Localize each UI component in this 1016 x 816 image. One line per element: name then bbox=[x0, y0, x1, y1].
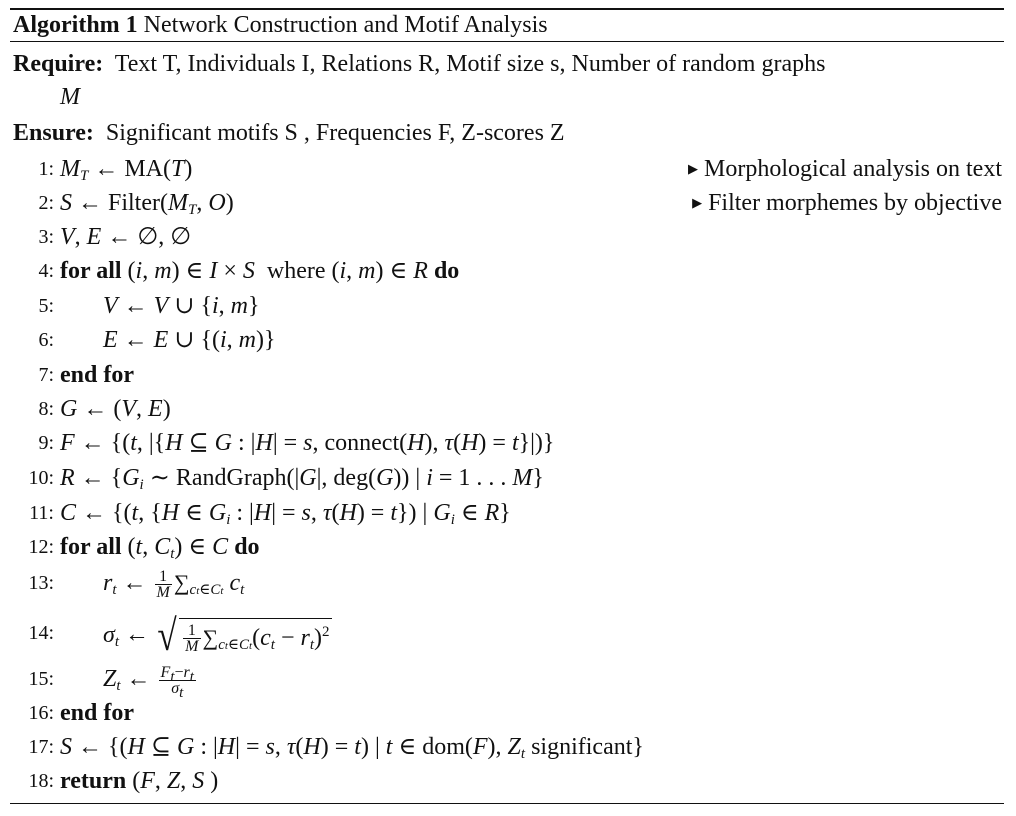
caption-rule bbox=[10, 41, 1004, 42]
line-code: R ← {$G_i$ ∼ RandGraph(|G|, deg(G)) | i = 1 . . . M} bbox=[60, 465, 544, 493]
algorithm-line-12 bbox=[10, 530, 1004, 564]
line-code: $M_T$ ← MA(T) bbox=[60, 156, 193, 184]
algorithm-line-15 bbox=[10, 662, 1004, 701]
line-code: for all (i, m) ∈ I × S where (i, m) ∈ R do bbox=[60, 258, 460, 284]
algorithm-line-3 bbox=[10, 220, 1004, 254]
line-code: S ← $Filter(M_T$, O) bbox=[60, 190, 234, 218]
algorithm-line-10 bbox=[10, 461, 1004, 495]
algorithm-title: Network Construction and Motif Analysis bbox=[143, 12, 548, 38]
line-code: G ← (V, E) bbox=[60, 396, 171, 422]
line-code: F ← {(t, |{H ⊆ G : |H| = s, connect(H), τ(H) = t}|)} bbox=[60, 430, 555, 456]
line-number: 2: bbox=[38, 192, 54, 214]
algorithm-line-11 bbox=[10, 496, 1004, 530]
line-code: S ← {(H ⊆ G : |H| = s, τ(H) = t) | t ∈ dom(F), $Z_t$ significant} bbox=[60, 734, 644, 762]
comment-triangle-icon: ▶ bbox=[688, 161, 699, 176]
line-number: 16: bbox=[28, 702, 54, 724]
line-code: end for bbox=[60, 362, 134, 388]
algorithm-line-13 bbox=[10, 566, 1004, 600]
line-code: V, E ← ∅, ∅ bbox=[60, 224, 192, 250]
ensure-text: Significant motifs S , Frequencies F, Z-scores Z bbox=[105, 120, 565, 146]
line-comment: ▶ Morphological analysis on text bbox=[688, 156, 1002, 182]
algorithm-line-2 bbox=[10, 186, 1004, 220]
require-text: Text T, Individuals I, Relations R, Motif size s, Number of random graphs bbox=[114, 51, 826, 77]
comment-triangle-icon: ▶ bbox=[692, 195, 703, 210]
algorithm-line-1 bbox=[10, 152, 1004, 186]
line-number: 17: bbox=[28, 736, 54, 758]
require-line bbox=[13, 48, 1003, 114]
line-number: 8: bbox=[38, 398, 54, 420]
line-code: return (F, Z, S ) bbox=[60, 768, 219, 794]
line-number: 5: bbox=[38, 295, 54, 317]
line-number: 7: bbox=[38, 364, 54, 386]
line-code: E ← E ∪ {(i, m)} bbox=[103, 327, 276, 353]
ensure-label: Ensure: bbox=[13, 120, 94, 146]
ensure-line bbox=[13, 117, 565, 150]
algorithm-line-18 bbox=[10, 764, 1004, 798]
line-number: 15: bbox=[28, 668, 54, 690]
algorithm-line-17 bbox=[10, 730, 1004, 764]
line-number: 1: bbox=[38, 158, 54, 180]
line-code: C ← {(t, {H ∈ $G_i$ : |H| = s, τ(H) = t}) | $G_i$ ∈ R} bbox=[60, 500, 511, 528]
algorithm-caption bbox=[13, 9, 548, 41]
algorithm-line-14 bbox=[10, 611, 1004, 660]
line-code: $Z_t$ ← $\frac{F_t-r_t}{\sigma_t}$ bbox=[103, 663, 194, 701]
line-number: 9: bbox=[38, 432, 54, 454]
line-number: 13: bbox=[28, 572, 54, 594]
algorithm-block bbox=[10, 0, 1004, 816]
algorithm-line-8 bbox=[10, 392, 1004, 426]
algorithm-line-6 bbox=[10, 323, 1004, 357]
line-number: 18: bbox=[28, 770, 54, 792]
algorithm-label: Algorithm 1 bbox=[13, 12, 138, 38]
require-continuation: M bbox=[60, 84, 80, 110]
line-number: 14: bbox=[28, 622, 54, 644]
square-root: √ $\frac{1}{M}$ $\sum_{ct\in Ct}(c_t - r_t)^2$ bbox=[157, 611, 330, 660]
line-code: for all (t, $C_t$) ∈ C do bbox=[60, 534, 260, 562]
line-code: $r_t$ ← $\frac{1}{M}$ $\sum_{ct\in Ct}$ $c_t$ bbox=[103, 567, 245, 601]
algorithm-line-7 bbox=[10, 358, 1004, 392]
line-code: end for bbox=[60, 700, 134, 726]
algorithm-line-4 bbox=[10, 254, 1004, 288]
algorithm-line-9 bbox=[10, 426, 1004, 460]
line-number: 6: bbox=[38, 329, 54, 351]
line-comment: ▶ Filter morphemes by objective bbox=[692, 190, 1002, 216]
require-label: Require: bbox=[13, 51, 104, 77]
algorithm-line-16 bbox=[10, 696, 1004, 730]
line-number: 12: bbox=[28, 536, 54, 558]
line-code: $\sigma_t$ ← √ $\frac{1}{M}$ $\sum_{ct\in Ct}(c_t - r_t)^2$ bbox=[103, 611, 330, 660]
line-number: 4: bbox=[38, 260, 54, 282]
line-number: 10: bbox=[28, 467, 54, 489]
bottom-rule bbox=[10, 803, 1004, 804]
line-number: 11: bbox=[29, 502, 54, 524]
line-number: 3: bbox=[38, 226, 54, 248]
line-code: V ← V ∪ {i, m} bbox=[103, 293, 260, 319]
algorithm-line-5 bbox=[10, 289, 1004, 323]
